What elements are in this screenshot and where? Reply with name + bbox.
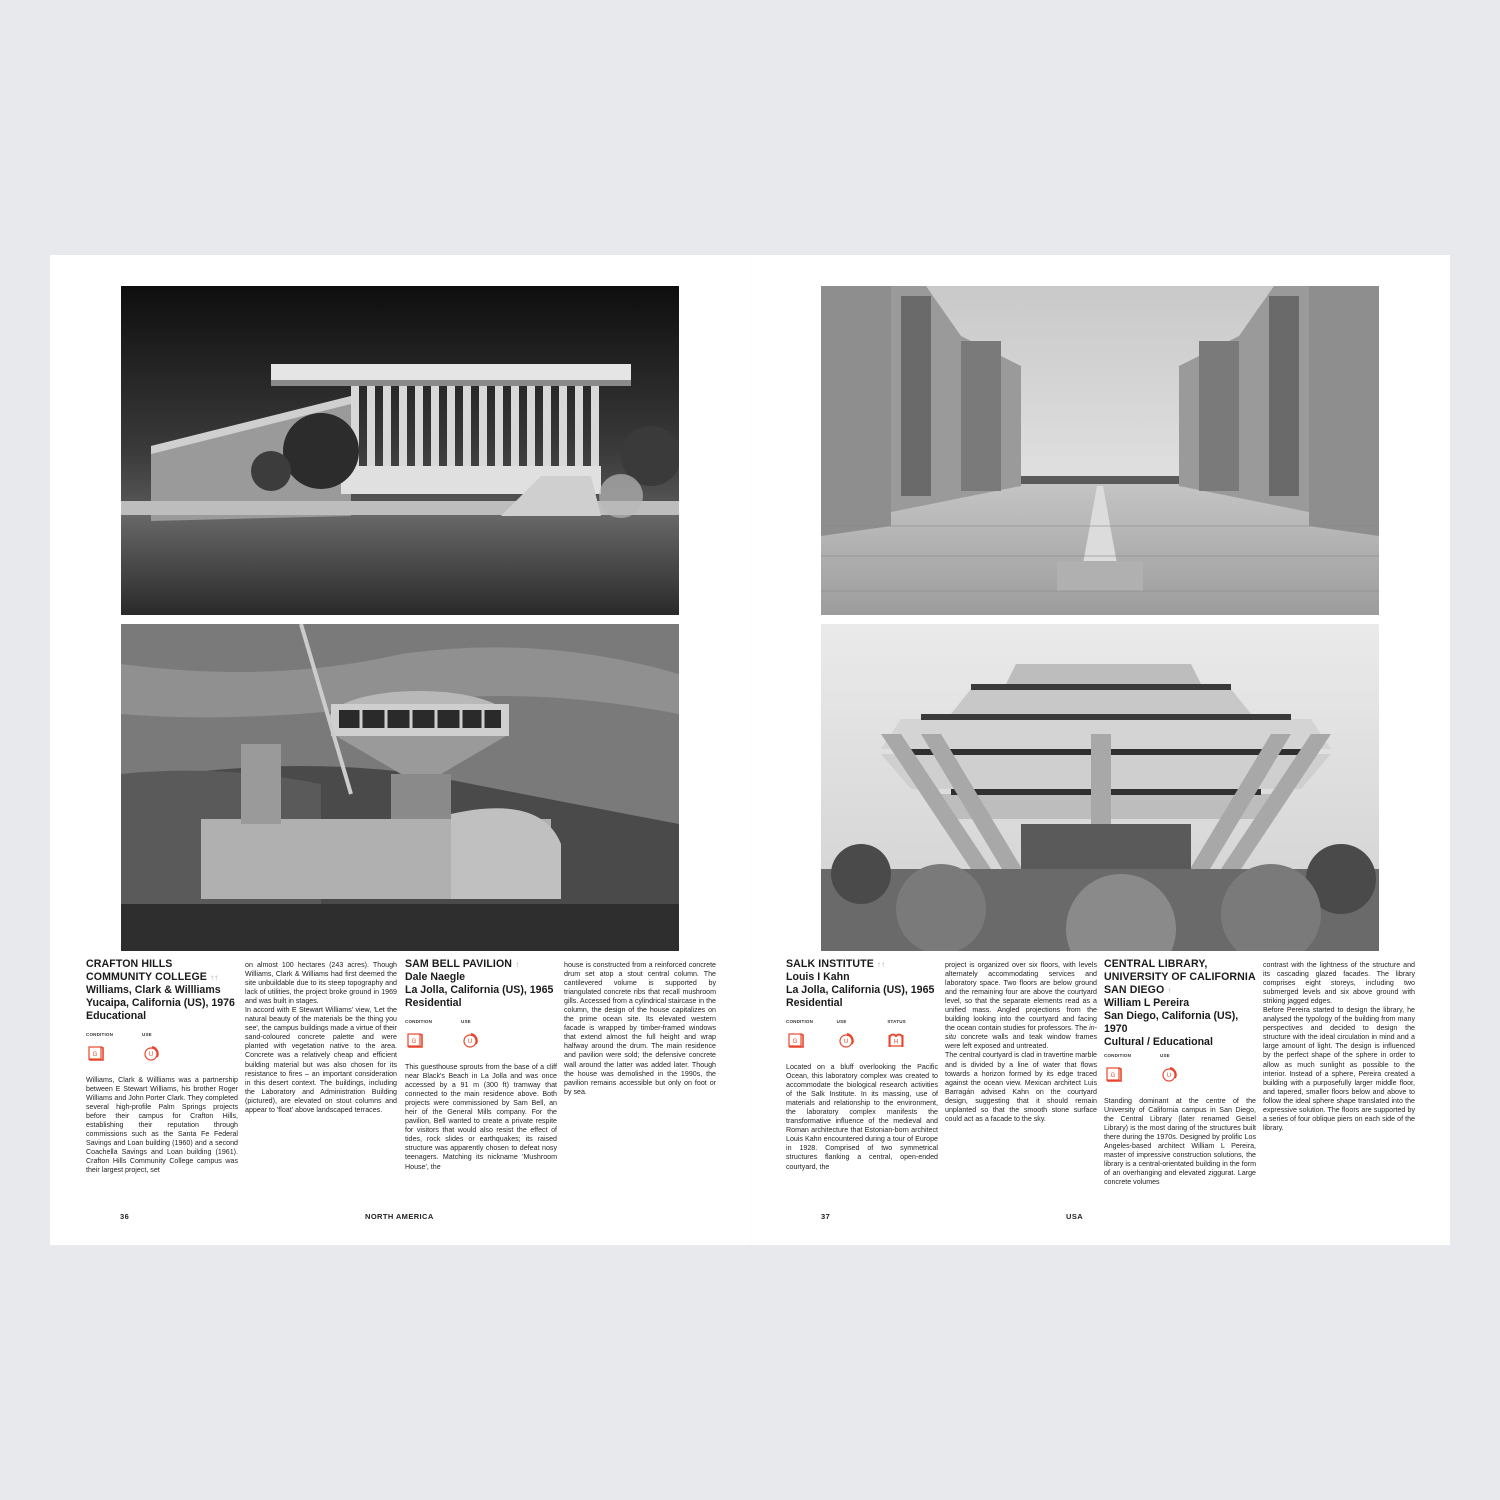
page-number-right: 37 — [821, 1212, 831, 1221]
title-line: UNIVERSITY OF CALIFORNIA — [1104, 971, 1256, 983]
building-use: Cultural / Educational — [1104, 1036, 1213, 1048]
entry-body — [564, 961, 716, 1097]
condition-good-icon — [786, 1031, 804, 1049]
svg-text:G: G — [1110, 1073, 1116, 1079]
use-unchanged-icon — [1160, 1065, 1178, 1083]
use-indicator — [837, 1019, 888, 1053]
entry-salk-institute — [786, 958, 938, 1172]
use-indicator — [461, 1019, 517, 1053]
paragraph-text: project is organized over six floors, with levels alternately accommodating services and laboratory space. Two floors are below ground and the remaining four are above the courtyard level, so that the separate elements read as a unified mass. Angled projections from the building looking into the courtyard and facing the ocean contain studies for professors. The — [945, 961, 1097, 1033]
paragraph: Located on a bluff overlooking the Pacific Ocean, this laboratory complex was created to accommodate the biological research activities of the Salk Institute. In its massing, use of materials and relationship to the environment, the laboratory complex manifests the transformative influence of the medieval and Roman architecture that Estonian-born architect Louis Kahn encountered during a tour of Europe in 1928. Comprised of two symmetrical structures flanking a central, open-ended courtyard, the — [786, 1063, 938, 1171]
condition-indicator — [405, 1019, 461, 1053]
photo-salk-institute — [821, 286, 1379, 615]
entry-body — [1263, 961, 1415, 1133]
status-indicator — [887, 1019, 938, 1053]
condition-indicator — [86, 1032, 142, 1066]
icon-label: USE — [1160, 1053, 1170, 1058]
entry-body — [245, 961, 397, 1115]
paragraph: contrast with the lightness of the structure and its cascading glazed facades. The library comprises eight storeys, including two submerged levels and six above ground with striking jagged edges. — [1263, 961, 1415, 1006]
paragraph: Before Pereira started to design the library, he analysed the typology of the building from many perspectives and decided to design the structure with the ideal circulation in mind and a large amount of light. The design is influenced by the perfect shape of the sphere in order to allow as much sunlight as possible to the interior. Instead of a sphere, Pereira created a building with a purposefully larger middle floor, and tapered, smaller floors below and above to follow the ideal sphere shape translated into the expressive solution. The floors are supported by a series of four oblique piers on each side of the library. — [1263, 1006, 1415, 1132]
location-year: Yucaipa, California (US), 1976 — [86, 997, 235, 1009]
icon-label: CONDITION — [86, 1032, 114, 1037]
icons-row — [86, 1032, 238, 1066]
rating-arrows-icon: ↑↑ — [209, 973, 219, 982]
use-unchanged-icon — [837, 1031, 855, 1049]
icons-row — [1104, 1053, 1256, 1087]
architect: Dale Naegle — [405, 971, 466, 983]
paragraph: In accord with E Stewart Williams' view, 'Let the natural beauty of the materials be the thing you see', the campus buildings made a virtue of their sand-coloured concrete palette and were planted with vegetation native to the area. Concrete was a relatively cheap and efficient building material but was also chosen for its resistance to fires – an important consideration in this desert context. The buildings, including the Laboratory and Administration Building (pictured), are elevated on stout columns and appear to 'float' above landscaped terraces. — [245, 1006, 397, 1114]
svg-text:U: U — [467, 1039, 473, 1046]
entry-title — [86, 958, 238, 984]
entry-title — [405, 958, 557, 971]
section-title-right: USA — [1066, 1212, 1084, 1221]
building-use: Residential — [405, 997, 462, 1009]
title-line: SAN DIEGO — [1104, 984, 1165, 996]
svg-text:G: G — [92, 1052, 98, 1058]
svg-text:G: G — [792, 1039, 798, 1045]
use-indicator — [1160, 1053, 1216, 1087]
rating-arrows-icon: ↑↑ — [876, 960, 886, 969]
rating-arrow-icon: ↑ — [1167, 986, 1172, 995]
svg-text:U: U — [1166, 1073, 1172, 1080]
book-spread — [50, 255, 1450, 1245]
paragraph: on almost 100 hectares (243 acres). Though Williams, Clark & Williams had first deemed the site unbuildable due to its steep topography and lack of utilities, the project broke ground in 1969 and was built in stages. — [245, 961, 397, 1006]
condition-good-icon — [405, 1031, 423, 1049]
entry-central-library-continued — [1263, 961, 1415, 1133]
architect: Louis I Kahn — [786, 971, 850, 983]
entry-body — [786, 1063, 938, 1172]
title-line: CENTRAL LIBRARY, — [1104, 958, 1208, 970]
paragraph: Standing dominant at the centre of the University of California campus in San Diego, the Central Library (later renamed Geisel Library) is the most daring of the structures built there during the 1970s. Designed by prolific Los Angeles-based architect William L Pereira, master of impressive construction solutions, the library is a central-orientated building in the form of an overhanging and elevated ziggurat. Large concrete volumes — [1104, 1097, 1256, 1187]
section-title-left: NORTH AMERICA — [365, 1212, 434, 1221]
svg-text:U: U — [148, 1052, 154, 1059]
entry-salk-institute-continued — [945, 961, 1097, 1124]
status-heritage-icon — [887, 1031, 905, 1049]
icon-label: CONDITION — [786, 1019, 814, 1024]
icon-label: USE — [836, 1019, 847, 1024]
location-year: La Jolla, California (US), 1965 — [786, 984, 935, 996]
paragraph-text: concrete walls and teak window frames were left exposed and untreated. — [945, 1033, 1097, 1051]
svg-text:G: G — [411, 1039, 417, 1045]
icon-label: STATUS — [887, 1019, 906, 1024]
photo-sam-bell-pavilion — [121, 624, 679, 951]
entry-sam-bell-pavilion — [405, 958, 557, 1172]
entry-title — [1104, 958, 1256, 997]
entry-body — [405, 1063, 557, 1172]
entry-sam-bell-pavilion-continued — [564, 961, 716, 1097]
photo-crafton-hills — [121, 286, 679, 615]
use-unchanged-icon — [461, 1031, 479, 1049]
page-gutter — [750, 255, 751, 1245]
paragraph: This guesthouse sprouts from the base of a cliff near Black's Beach in La Jolla and was once accessed by a 91 m (300 ft) tramway that connected to the main residence above. Both projects were commissioned by Sam Bell, an heir of the General Mills company. For the pavilion, Bell wanted to create a private respite for visitors that would also resist the effect of tides, rock slides or earthquakes; its raised structure was apparently chosen to defeat nosy teenagers. Matching its nickname 'Mushroom House', the — [405, 1063, 557, 1171]
paragraph: Williams, Clark & Willliams was a partnership between E Stewart Williams, his brother Roger Williams and John Porter Clark. They completed several high-profile Palm Springs projects before their campus for Crafton Hills, establishing their reputation through commissions such as the Santa Fe Federal Savings and Loan building (1960) and a second Coachella Savings and Loan building (1961). Crafton Hills Community College campus was their largest project, set — [86, 1076, 238, 1175]
architect: William L Pereira — [1104, 997, 1190, 1009]
svg-text:H: H — [894, 1039, 899, 1046]
condition-indicator — [1104, 1053, 1160, 1087]
entry-crafton-hills-continued — [245, 961, 397, 1115]
title-line: SALK INSTITUTE — [786, 958, 874, 970]
title-line: CRAFTON HILLS — [86, 958, 173, 970]
title-line: COMMUNITY COLLEGE — [86, 971, 207, 983]
icons-row — [405, 1019, 557, 1053]
paragraph: house is constructed from a reinforced concrete drum set atop a stout central column. The cantilevered volume is supported by triangulated concrete ribs that recall mushroom gills. Accessed from a cylindrical staircase in the column, the design of the house capitalizes on the prime ocean site. Its elevated western facade is wrapped by timber-framed windows that extend almost the full height and wrap halfway around the drum. The main residence and pavilion were sold; the defensive concrete wall around the latter was added later. Though the house was demolished in the 1990s, the pavilion remains accessible but only on foot or by sea. — [564, 961, 716, 1096]
use-unchanged-icon — [142, 1044, 160, 1062]
paragraph: The central courtyard is clad in travertine marble and is divided by a line of water that flows towards a horizon formed by its edge traced against the ocean view. Mexican architect Luis Barragán advised Kahn on the courtyard design, suggesting that it should remain unplanted so that the smooth stone surface could act as a facade to the sky. — [945, 1051, 1097, 1123]
icon-label: USE — [461, 1019, 471, 1024]
rating-arrow-icon: ↑ — [515, 960, 520, 969]
icon-label: CONDITION — [1104, 1053, 1132, 1058]
architect: Williams, Clark & Willliams — [86, 984, 221, 996]
photo-central-library-uc-san-diego — [821, 624, 1379, 951]
location-year: La Jolla, California (US), 1965 — [405, 984, 554, 996]
icon-label: USE — [142, 1032, 152, 1037]
building-use: Educational — [86, 1010, 147, 1022]
entry-crafton-hills — [86, 958, 238, 1176]
condition-good-icon — [1104, 1065, 1122, 1083]
condition-good-icon — [86, 1044, 104, 1062]
entry-central-library — [1104, 958, 1256, 1187]
italic-term: in-situ — [945, 1024, 1097, 1042]
condition-indicator — [786, 1019, 837, 1053]
title-line: SAM BELL PAVILION — [405, 958, 513, 970]
icons-row — [786, 1019, 938, 1053]
entry-title — [786, 958, 938, 971]
icon-label: CONDITION — [405, 1019, 433, 1024]
svg-text:U: U — [843, 1039, 848, 1046]
entry-body — [1104, 1097, 1256, 1187]
use-indicator — [142, 1032, 198, 1066]
entry-body — [86, 1076, 238, 1176]
page-number-left: 36 — [120, 1212, 130, 1221]
building-use: Residential — [786, 997, 843, 1009]
location-year: San Diego, California (US), 1970 — [1104, 1010, 1239, 1035]
entry-body — [945, 961, 1097, 1124]
